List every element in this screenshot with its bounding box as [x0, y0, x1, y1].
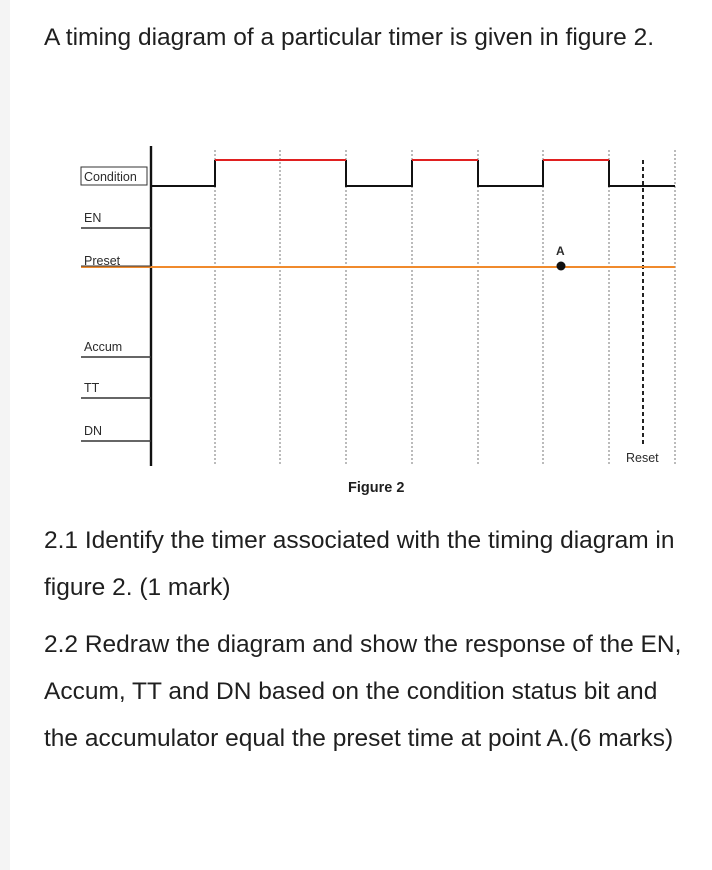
- intro-paragraph: A timing diagram of a particular timer is given in figure 2.: [44, 24, 655, 51]
- signal-label-dn: DN: [84, 424, 103, 438]
- question-2-1: 2.1 Identify the timer associated with the timing diagram in figure 2. (1 mark): [44, 527, 675, 601]
- point-a-marker: [557, 262, 566, 271]
- signal-label-preset: Preset: [84, 254, 121, 268]
- reset-label: Reset: [626, 451, 659, 465]
- time-grid-lines: [215, 150, 675, 466]
- point-a-label: A: [556, 244, 565, 258]
- signal-label-condition: Condition: [84, 170, 137, 184]
- figure-caption: Figure 2: [348, 480, 405, 496]
- question-2-2: 2.2 Redraw the diagram and show the response of the EN, Accum, TT and DN based on the condition status bit and the accumulator equal the preset time at point A.(6 marks): [44, 631, 682, 752]
- signal-label-tt: TT: [84, 381, 100, 395]
- signal-label-en: EN: [84, 211, 102, 225]
- signal-label-accum: Accum: [84, 340, 123, 354]
- condition-waveform-low: [151, 160, 675, 186]
